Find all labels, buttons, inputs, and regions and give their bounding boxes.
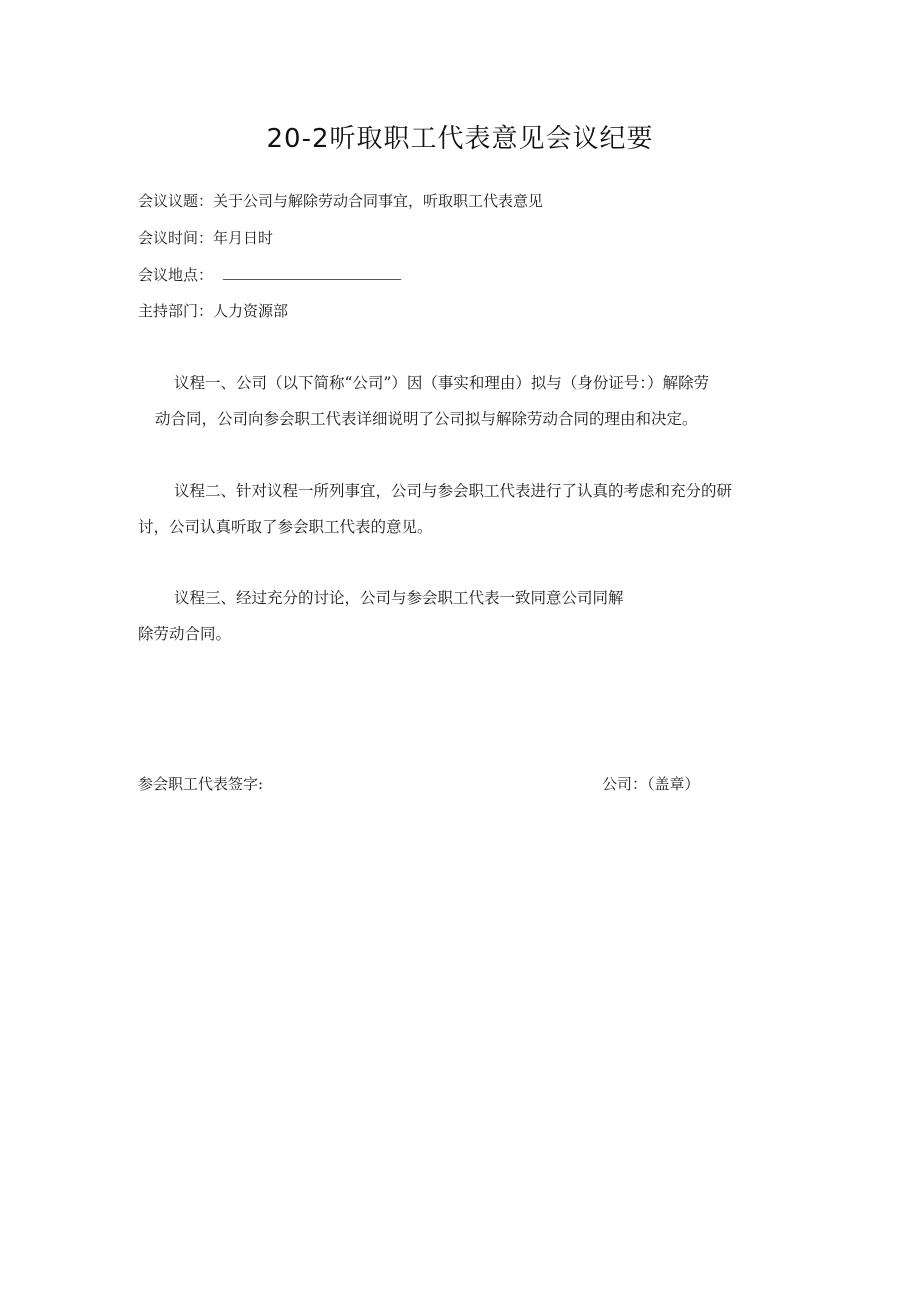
meeting-time-label: 会议时间：: [138, 229, 214, 247]
agenda-item-2: [138, 473, 788, 545]
meeting-topic: [138, 191, 543, 211]
representative-signature-label: 参会职工代表签字:: [138, 775, 264, 793]
meeting-host-value: 人力资源部: [213, 302, 289, 320]
agenda-item-3-line2: 除劳动合同。: [138, 625, 232, 643]
meeting-place-label: 会议地点：: [138, 266, 214, 284]
agenda-item-1-line2: 动合同，公司向参会职工代表详细说明了公司拟与解除劳动合同的理由和决定。: [155, 410, 698, 428]
meeting-place-blank: [223, 265, 401, 280]
meeting-place: [138, 265, 401, 285]
agenda-item-2-line1: 议程二、针对议程一所列事宜，公司与参会职工代表进行了认真的考虑和充分的研: [174, 482, 733, 500]
document-title: 20-2听取职工代表意见会议纪要: [266, 124, 654, 154]
agenda-item-2-line2: 讨，公司认真听取了参会职工代表的意见。: [138, 518, 433, 536]
agenda-item-1: [138, 365, 788, 437]
agenda-item-1-line1: 议程一、公司（以下简称“公司”）因（事实和理由）拟与（身份证号：）解除劳: [174, 374, 710, 392]
meeting-time: [138, 228, 273, 248]
meeting-time-value: 年月日时: [213, 229, 274, 247]
meeting-host: [138, 301, 288, 321]
company-seal-label: 公司：（盖章）: [602, 775, 700, 793]
meeting-host-label: 主持部门：: [138, 302, 214, 320]
agenda-item-3: [138, 580, 788, 652]
meeting-topic-value: 关于公司与解除劳动合同事宜，听取职工代表意见: [213, 192, 544, 210]
agenda-item-3-line1: 议程三、经过充分的讨论，公司与参会职工代表一致同意公司同解: [174, 589, 624, 607]
meeting-topic-label: 会议议题：: [138, 192, 214, 210]
